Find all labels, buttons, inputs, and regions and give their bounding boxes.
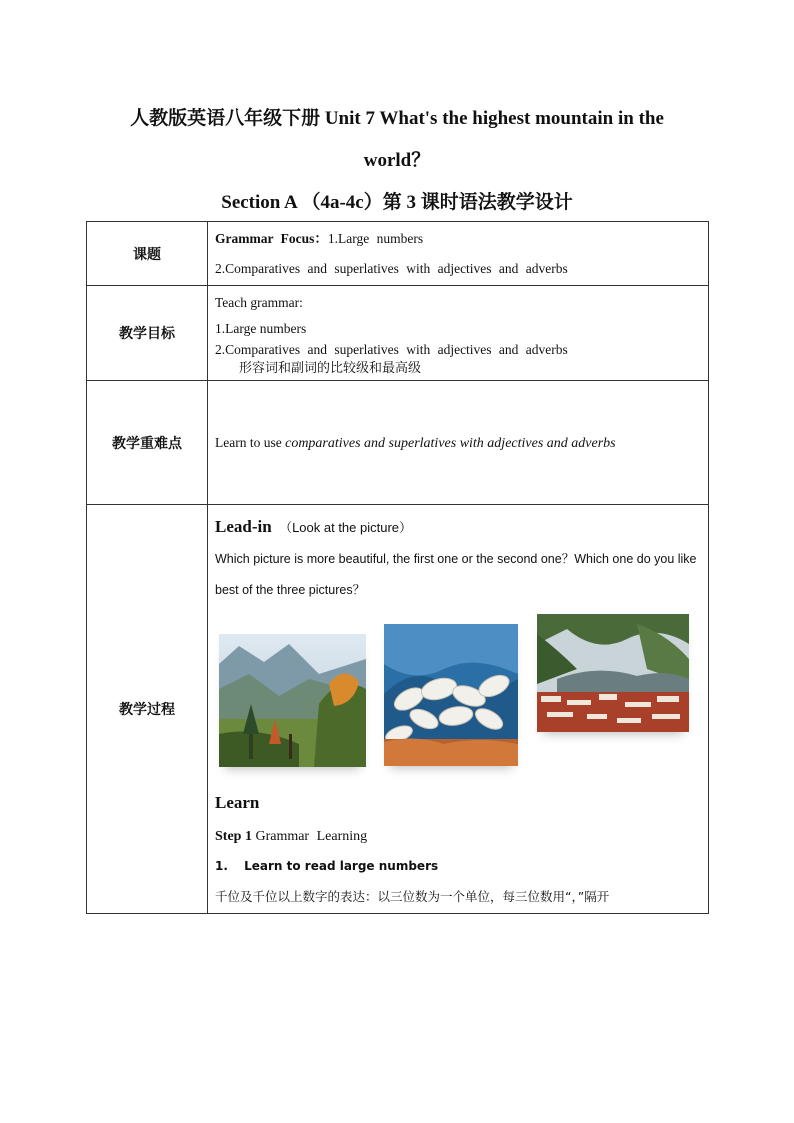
key-points-prefix: Learn to use <box>215 434 286 450</box>
large-number-rule: 千位及千位以上数字的表达：以三位数为一个单位，每三位数用“，”隔开 <box>215 889 610 904</box>
topic-content <box>208 222 709 286</box>
goals-content <box>208 286 709 381</box>
process-content <box>208 505 709 914</box>
title-line-1: 人教版英语八年级下册 Unit 7 What's the highest mountain in the <box>130 108 664 129</box>
lead-in-note: （Look at the picture） <box>279 520 413 535</box>
row-process <box>87 505 709 914</box>
numbered-item-1 <box>215 856 701 877</box>
goals-item-2-cn: 形容词和副词的比较级和最高级 <box>239 361 422 376</box>
lead-in-question: Which picture is more beautiful, the first one or the second one？Which one do you like best of the three pictures？ <box>215 552 697 597</box>
grammar-focus-item-1: 1.Large numbers <box>327 231 424 246</box>
lesson-plan-table <box>86 221 709 914</box>
title-line-3: Section A （4a-4c）第 3 课时语法教学设计 <box>221 192 573 213</box>
learn-heading: Learn <box>215 793 260 812</box>
title-line-2: world？ <box>363 150 431 171</box>
numbered-item-text: Learn to read large numbers <box>244 859 439 873</box>
lead-in-heading: Lead-in <box>215 517 272 536</box>
goals-item-2: 2.Comparatives and superlatives with adjectives and adverbs <box>215 342 568 357</box>
row-topic <box>87 222 709 286</box>
row-key-points <box>87 381 709 505</box>
key-points-content <box>208 381 709 505</box>
grammar-focus-item-2: 2.Comparatives and superlatives with adjectives and adverbs <box>215 261 568 276</box>
goals-intro: Teach grammar: <box>215 295 303 310</box>
label-process: 教学过程 <box>87 505 208 914</box>
pampas-grass-picture-2 <box>384 624 518 766</box>
autumn-field-picture-3 <box>537 614 689 732</box>
document-title <box>86 98 708 224</box>
label-key-points: 教学重难点 <box>87 381 208 505</box>
label-goals: 教学目标 <box>87 286 208 381</box>
numbered-item-marker: 1. <box>215 859 228 873</box>
landscape-picture-1 <box>219 634 366 767</box>
step-1-text: Grammar Learning <box>255 829 368 844</box>
picture-row <box>215 622 701 772</box>
key-points-emphasis: comparatives and superlatives with adjectives and adverbs <box>285 435 616 451</box>
grammar-focus-label: Grammar Focus： <box>215 231 328 246</box>
goals-item-1: 1.Large numbers <box>215 321 307 336</box>
step-1-label: Step 1 <box>215 829 252 844</box>
row-goals <box>87 286 709 381</box>
label-topic: 课题 <box>87 222 208 286</box>
